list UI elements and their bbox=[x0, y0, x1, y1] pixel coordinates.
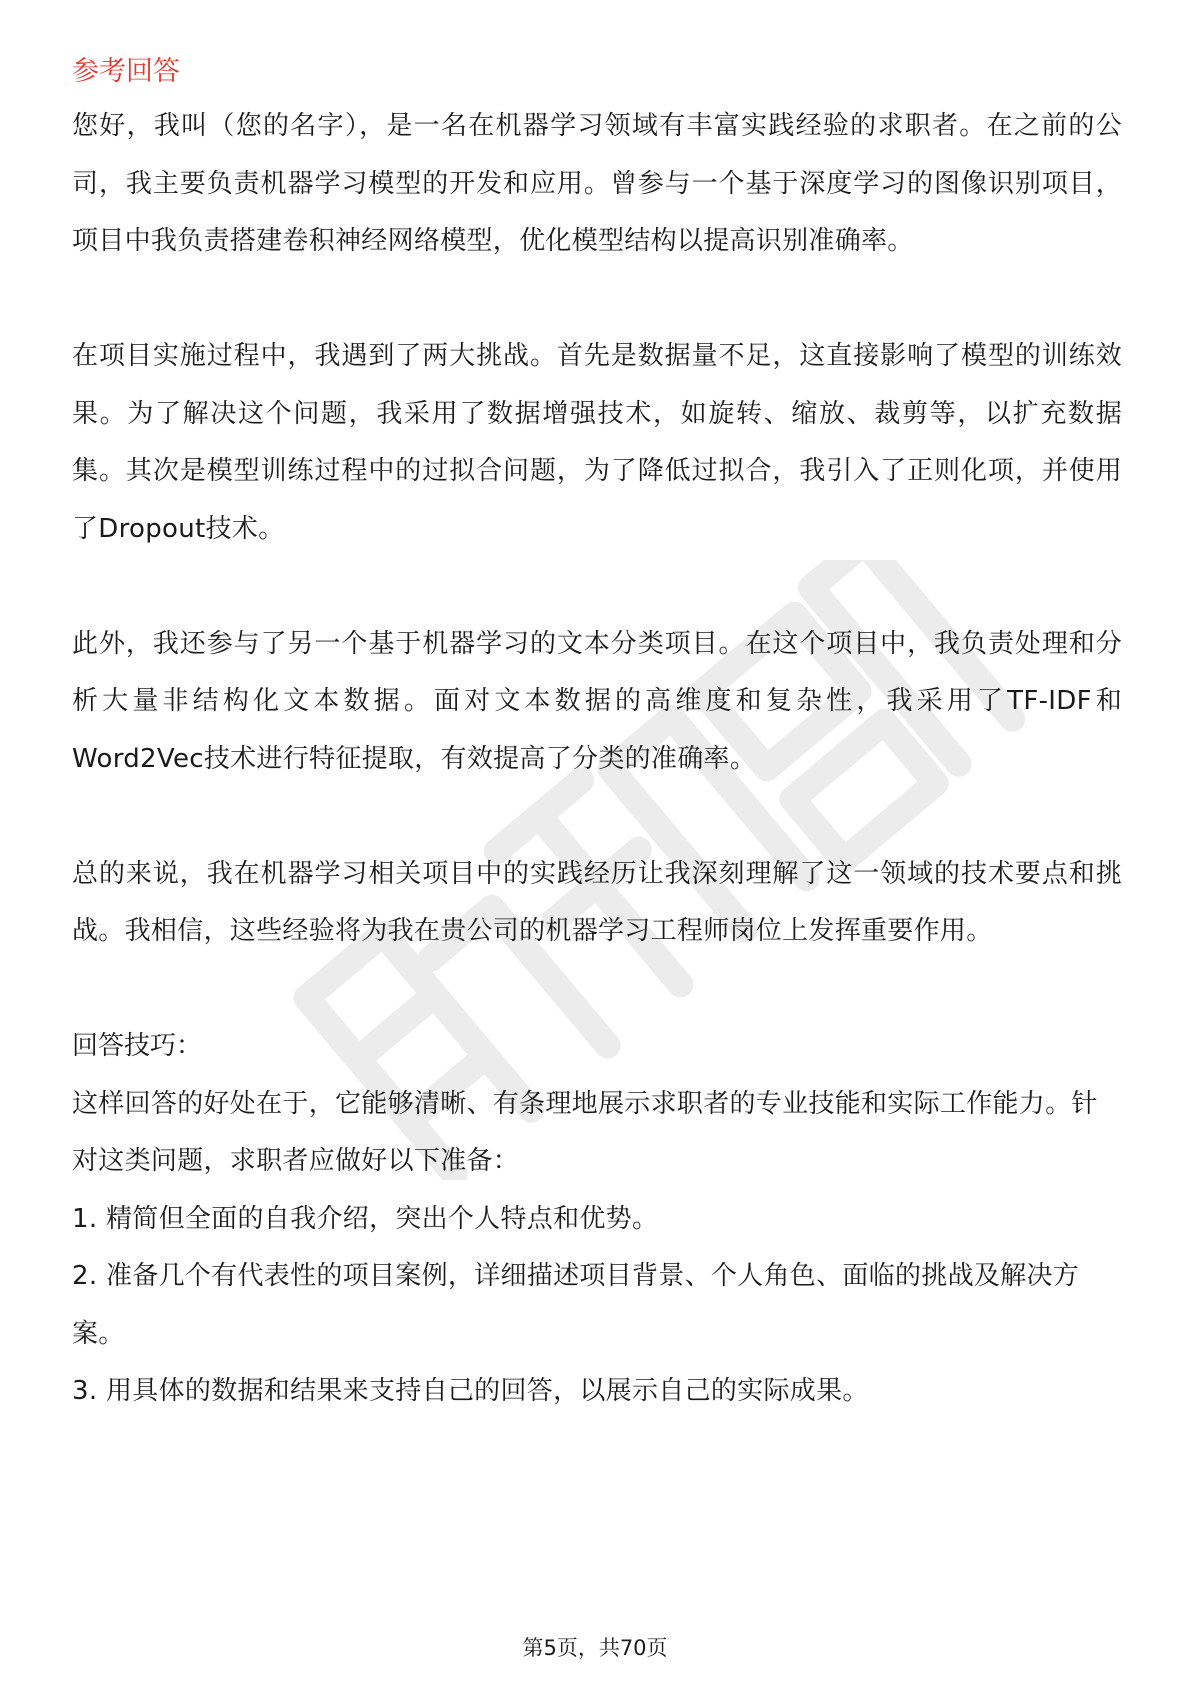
page-indicator: 第5页，共70页 bbox=[522, 1636, 668, 1660]
answer-paragraph-intro: 您好，我叫（您的名字），是一名在机器学习领域有丰富实践经验的求职者。在之前的公司，我主要负责机器学习模型的开发和应用。曾参与一个基于深度学习的图像识别项目，项目中我负责搭建卷积神经网络模型，优化模型结构以提高识别准确率。 bbox=[72, 111, 1122, 256]
reference-answer-heading: 参考回答 bbox=[72, 56, 180, 87]
tips-heading: 回答技巧： bbox=[72, 1031, 203, 1061]
answer-paragraph-summary: 总的来说，我在机器学习相关项目中的实践经历让我深刻理解了这一领域的技术要点和挑战。我相信，这些经验将为我在贵公司的机器学习工程师岗位上发挥重要作用。 bbox=[72, 858, 1122, 946]
tips-list-item: 1. 精简但全面的自我介绍，突出个人特点和优势。 bbox=[72, 1203, 659, 1234]
tips-list-item: 2. 准备几个有代表性的项目案例，详细描述项目背景、个人角色、面临的挑战及解决方案。 bbox=[72, 1261, 1080, 1349]
tips-intro: 这样回答的好处在于，它能够清晰、有条理地展示求职者的专业技能和实际工作能力。针对这类问题，求职者应做好以下准备： bbox=[72, 1088, 1098, 1176]
tips-list bbox=[72, 1191, 1122, 1421]
document-body bbox=[72, 46, 1122, 1421]
tips-list-item: 3. 用具体的数据和结果来支持自己的回答，以展示自己的实际成果。 bbox=[72, 1376, 869, 1406]
answer-paragraph-text-classification: 此外，我还参与了另一个基于机器学习的文本分类项目。在这个项目中，我负责处理和分析大量非结构化文本数据。面对文本数据的高维度和复杂性，我采用了TF-IDF和Word2Vec技术进行特征提取，有效提高了分类的准确率。 bbox=[72, 628, 1122, 774]
answer-paragraph-challenges: 在项目实施过程中，我遇到了两大挑战。首先是数据量不足，这直接影响了模型的训练效果。为了解决这个问题，我采用了数据增强技术，如旋转、缩放、裁剪等，以扩充数据集。其次是模型训练过程中的过拟合问题，为了降低过拟合，我引入了正则化项，并使用了Dropout技术。 bbox=[72, 341, 1122, 544]
